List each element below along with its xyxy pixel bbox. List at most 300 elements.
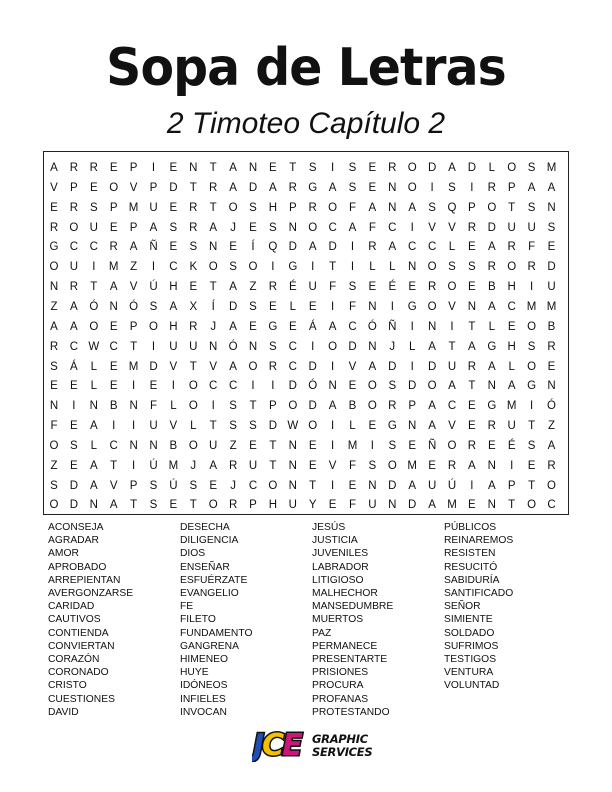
grid-letter: I [211, 400, 215, 413]
grid-letter: E [70, 420, 78, 433]
word-list-item: CONTIENDA [48, 627, 109, 639]
grid-letter: T [189, 181, 197, 194]
grid-letter: A [547, 439, 556, 452]
grid-letter: N [408, 261, 417, 274]
grid-letter: N [288, 459, 297, 472]
grid-letter: Z [249, 281, 257, 294]
grid-letter: O [49, 499, 59, 512]
grid-letter: X [189, 300, 198, 313]
grid-letter: É [388, 281, 397, 294]
grid-letter: I [510, 459, 514, 472]
grid-letter: W [287, 420, 299, 433]
grid-letter: D [427, 162, 437, 174]
grid-letter: S [527, 201, 536, 214]
grid-letter: R [69, 201, 79, 214]
grid-letter: A [169, 300, 178, 313]
grid-letter: L [289, 300, 296, 313]
grid-letter: E [50, 380, 58, 393]
grid-letter: S [249, 201, 257, 214]
grid-letter: T [110, 459, 118, 472]
grid-letter: P [507, 479, 516, 492]
grid-letter: J [210, 320, 217, 333]
grid-letter: R [388, 400, 397, 413]
grid-letter: O [507, 162, 517, 174]
word-list-item: SOLDADO [444, 627, 495, 639]
word-list-item: DIOS [180, 548, 206, 560]
word-list-item: SABIDURÍA [444, 574, 500, 586]
grid-letter: A [109, 499, 118, 512]
grid-letter: N [368, 340, 377, 353]
word-list-item: HIMENEO [180, 654, 229, 666]
grid-letter: O [427, 380, 437, 393]
grid-letter: A [269, 181, 277, 194]
grid-letter: E [109, 162, 118, 174]
grid-letter: A [487, 241, 496, 254]
grid-letter: N [427, 320, 437, 333]
grid-letter: I [330, 360, 335, 373]
grid-letter: F [368, 221, 376, 234]
grid-letter: E [89, 181, 98, 194]
grid-letter: O [268, 479, 278, 492]
grid-letter: I [131, 420, 136, 433]
grid-row [44, 337, 570, 357]
grid-row [44, 257, 570, 277]
grid-letter: T [508, 499, 516, 512]
grid-letter: C [427, 241, 437, 254]
grid-letter: U [89, 221, 98, 234]
grid-letter: A [229, 320, 237, 333]
grid-letter: R [49, 221, 59, 234]
grid-letter: S [229, 261, 237, 274]
grid-letter: U [368, 499, 377, 512]
page-subtitle: 2 Timoteo Capítulo 2 [166, 107, 446, 140]
grid-letter: A [229, 162, 237, 174]
grid-letter: L [508, 360, 515, 373]
word-list-item: MUERTOS [312, 614, 364, 626]
word-list-item: GANGRENA [180, 640, 239, 652]
grid-letter: R [487, 261, 496, 274]
grid-letter: O [188, 380, 198, 393]
grid-letter: L [170, 400, 177, 413]
grid-letter: O [487, 201, 497, 214]
grid-letter: E [328, 499, 337, 512]
grid-letter: C [89, 241, 98, 254]
grid-letter: S [249, 300, 257, 313]
grid-letter: Í [211, 300, 215, 313]
grid-letter: L [389, 261, 396, 274]
grid-letter: Ú [149, 459, 158, 472]
grid-letter: N [487, 459, 496, 472]
word-list-item: VENTURA [444, 667, 494, 679]
grid-letter: M [108, 261, 119, 274]
grid-letter: E [547, 241, 556, 254]
grid-letter: R [228, 459, 238, 472]
grid-letter: V [448, 420, 456, 433]
grid-letter: C [447, 400, 457, 413]
grid-letter: N [288, 221, 297, 234]
grid-letter: S [428, 201, 436, 214]
grid-letter: C [328, 221, 337, 234]
grid-letter: S [527, 340, 536, 353]
grid-letter: F [149, 400, 158, 413]
grid-letter: Ó [367, 320, 377, 333]
grid-letter: F [528, 241, 536, 254]
grid-letter: U [149, 420, 158, 433]
grid-letter: S [169, 221, 178, 234]
grid-letter: U [308, 281, 317, 294]
logo-mark-letter: E [282, 728, 301, 762]
grid-letter: Ó [89, 300, 99, 313]
grid-letter: I [470, 479, 474, 492]
grid-letter: M [168, 459, 179, 472]
grid-letter: M [526, 300, 537, 313]
grid-letter: A [50, 162, 58, 174]
grid-letter: N [189, 162, 198, 174]
grid-letter: A [50, 320, 58, 333]
grid-letter: T [209, 201, 217, 214]
grid-letter: T [189, 499, 197, 512]
grid-letter: D [348, 340, 357, 353]
grid-letter: T [269, 439, 277, 452]
grid-letter: O [407, 162, 417, 174]
grid-letter: V [448, 221, 456, 234]
word-list-item: FE [180, 601, 194, 613]
grid-letter: G [487, 400, 497, 413]
grid-letter: E [408, 281, 417, 294]
grid-letter: U [149, 201, 158, 214]
word-list [0, 521, 612, 731]
word-list-item: RESUCITÓ [444, 561, 498, 573]
grid-letter: A [487, 479, 496, 492]
grid-letter: O [248, 261, 258, 274]
grid-letter: A [388, 241, 397, 254]
grid-letter: U [69, 261, 79, 274]
grid-letter: N [89, 499, 98, 512]
grid-letter: É [507, 439, 516, 452]
grid-letter: P [149, 181, 158, 194]
grid-letter: A [448, 162, 456, 174]
grid-letter: F [329, 281, 337, 294]
grid-letter: Ú [447, 479, 457, 492]
grid-letter: E [368, 181, 377, 194]
grid-letter: E [428, 459, 436, 472]
grid-letter: N [408, 420, 417, 433]
grid-row [44, 218, 570, 238]
grid-letter: A [507, 380, 516, 393]
grid-letter: C [248, 479, 258, 492]
grid-letter: F [348, 499, 357, 512]
grid-letter: T [130, 499, 138, 512]
grid-letter: P [288, 201, 297, 214]
grid-letter: E [468, 241, 476, 254]
word-list-item: MALHECHOR [312, 588, 378, 600]
grid-row [44, 376, 570, 396]
grid-letter: R [447, 459, 457, 472]
grid-letter: O [547, 479, 556, 492]
grid-letter: P [408, 400, 417, 413]
grid-letter: N [547, 201, 556, 214]
grid-letter: E [408, 439, 417, 452]
grid-letter: O [308, 221, 318, 234]
grid-letter: C [69, 241, 79, 254]
word-list-item: PÚBLICOS [444, 522, 497, 533]
grid-letter: A [149, 221, 158, 234]
grid-letter: N [109, 300, 118, 313]
grid-letter: I [330, 300, 335, 313]
grid-letter: S [348, 281, 357, 294]
grid-letter: U [547, 281, 556, 294]
grid-letter: I [370, 439, 374, 452]
grid-letter: I [330, 479, 335, 492]
grid-letter: O [367, 400, 377, 413]
grid-letter: R [547, 340, 556, 353]
grid-letter: U [447, 360, 457, 373]
grid-letter: T [130, 340, 138, 353]
grid-row [44, 495, 570, 515]
grid-letter: N [129, 439, 138, 452]
grid-letter: I [151, 340, 156, 353]
grid-letter: Z [547, 420, 556, 433]
jce-logo [252, 724, 373, 766]
grid-letter: E [547, 360, 556, 373]
grid-letter: I [92, 261, 96, 274]
grid-letter: P [129, 479, 138, 492]
grid-letter: L [488, 162, 495, 174]
grid-letter: E [109, 320, 118, 333]
grid-letter: A [487, 360, 496, 373]
grid-letter: N [288, 439, 297, 452]
word-list-item: ESFUÉRZATE [180, 574, 248, 586]
grid-letter: E [149, 380, 158, 393]
grid-letter: M [128, 360, 139, 373]
grid-letter: É [288, 281, 297, 294]
grid-letter: L [90, 380, 97, 393]
grid-letter: A [428, 400, 436, 413]
grid-letter: M [447, 499, 457, 512]
grid-letter: M [407, 459, 417, 472]
grid-letter: S [308, 162, 317, 174]
grid-letter: E [348, 479, 357, 492]
word-list-item: AMOR [48, 548, 79, 560]
grid-letter: J [230, 221, 236, 234]
grid-letter: B [169, 439, 178, 452]
grid-letter: I [410, 221, 414, 234]
grid-letter: C [348, 320, 357, 333]
grid-row [44, 198, 570, 218]
grid-letter: A [408, 201, 417, 214]
grid-letter: D [169, 181, 178, 194]
grid-letter: I [470, 181, 474, 194]
grid-letter: V [328, 459, 337, 472]
word-list-item: SUFRIMOS [444, 640, 499, 652]
grid-letter: D [487, 221, 496, 234]
grid-letter: K [189, 261, 198, 274]
grid-row [44, 476, 570, 496]
word-list-item: PROCURA [312, 680, 364, 692]
grid-letter: A [348, 221, 357, 234]
grid-letter: B [487, 281, 496, 294]
word-list-item: FUNDAMENTO [180, 627, 253, 639]
word-list-item: INFIELES [180, 693, 226, 705]
grid-letter: S [388, 439, 397, 452]
grid-letter: N [129, 400, 138, 413]
grid-letter: C [288, 360, 297, 373]
word-list-item: REINAREMOS [444, 535, 514, 547]
grid-letter: O [308, 420, 318, 433]
grid-letter: Á [308, 320, 317, 333]
logo-mark-letter: J [253, 728, 263, 762]
grid-letter: O [228, 201, 238, 214]
word-list-item: SEÑOR [444, 601, 481, 613]
grid-letter: E [249, 221, 257, 234]
grid-letter: I [350, 241, 355, 254]
grid-letter: R [109, 241, 118, 254]
grid-row [44, 158, 570, 178]
grid-letter: I [151, 261, 156, 274]
grid-letter: E [109, 380, 118, 393]
grid-letter: O [328, 201, 338, 214]
grid-letter: Z [130, 261, 138, 274]
grid-letter: T [448, 340, 456, 353]
grid-letter: A [70, 300, 78, 313]
grid-letter: P [507, 181, 516, 194]
grid-letter: A [428, 340, 436, 353]
grid-letter: T [528, 420, 536, 433]
grid-letter: O [367, 380, 377, 393]
word-column [48, 521, 178, 719]
grid-letter: R [427, 281, 437, 294]
grid-letter: A [448, 380, 456, 393]
grid-letter: L [190, 420, 197, 433]
grid-letter: T [90, 281, 98, 294]
grid-letter: R [189, 221, 198, 234]
grid-letter: E [368, 420, 377, 433]
grid-letter: N [49, 281, 59, 294]
logo-text-line1: GRAPHIC [312, 732, 368, 746]
grid-letter: U [248, 459, 258, 472]
grid-letter: V [109, 479, 118, 492]
grid-letter: U [189, 340, 198, 353]
grid-letter: R [507, 241, 516, 254]
grid-letter: S [189, 479, 198, 492]
grid-letter: P [109, 201, 118, 214]
grid-letter: N [248, 340, 258, 353]
grid-letter: R [308, 201, 317, 214]
grid-letter: D [547, 261, 556, 274]
grid-letter: R [49, 340, 59, 353]
grid-row [44, 456, 570, 476]
grid-letter: V [169, 360, 178, 373]
grid-letter: C [109, 439, 118, 452]
grid-letter: A [328, 400, 337, 413]
grid-letter: I [311, 340, 315, 353]
grid-letter: N [368, 300, 377, 313]
grid-letter: O [248, 360, 258, 373]
word-list-item: PROFANAS [312, 693, 369, 705]
grid-letter: N [49, 400, 59, 413]
grid-letter: I [112, 420, 116, 433]
grid-letter: A [89, 479, 98, 492]
word-list-item: LITIGIOSO [312, 574, 364, 586]
grid-letter: Ñ [149, 241, 158, 254]
grid-letter: N [328, 380, 337, 393]
grid-letter: O [109, 181, 119, 194]
grid-letter: I [330, 439, 335, 452]
grid-letter: N [487, 380, 496, 393]
word-list-item: MANSEDUMBRE [312, 601, 394, 613]
grid-letter: F [348, 201, 357, 214]
grid-letter: E [169, 201, 178, 214]
grid-letter: O [89, 320, 99, 333]
grid-letter: C [507, 300, 516, 313]
grid-letter: S [368, 459, 377, 472]
grid-letter: C [288, 340, 297, 353]
grid-letter: O [427, 300, 437, 313]
grid-letter: E [308, 439, 317, 452]
grid-row [44, 277, 570, 297]
grid-letter: N [149, 439, 158, 452]
grid-letter: G [387, 420, 397, 433]
grid-letter: S [149, 479, 158, 492]
grid-letter: A [209, 459, 218, 472]
grid-letter: N [388, 201, 397, 214]
grid-letter: V [129, 281, 138, 294]
grid-letter: E [468, 400, 476, 413]
grid-letter: O [387, 459, 397, 472]
grid-letter: H [507, 281, 516, 294]
word-list-item: PERMANECE [312, 640, 378, 652]
word-list-item: VOLUNTAD [444, 680, 500, 692]
grid-letter: E [249, 439, 257, 452]
grid-letter: R [209, 181, 218, 194]
grid-letter: O [149, 320, 158, 333]
grid-row [44, 416, 570, 436]
grid-letter: A [109, 281, 118, 294]
grid-letter: I [450, 320, 454, 333]
grid-letter: T [249, 400, 257, 413]
grid-letter: D [288, 241, 297, 254]
grid-letter: D [408, 380, 417, 393]
grid-letter: T [269, 459, 277, 472]
grid-letter: S [547, 221, 556, 234]
grid-letter: Ó [308, 380, 318, 393]
grid-letter: G [288, 261, 298, 274]
page-title: Sopa de Letras [106, 38, 506, 98]
grid-letter: O [447, 439, 457, 452]
grid-letter: O [427, 261, 437, 274]
grid-letter: V [50, 181, 58, 194]
grid-letter: M [128, 201, 139, 214]
grid-letter: S [388, 380, 397, 393]
grid-letter: S [348, 181, 357, 194]
grid-letter: N [487, 499, 496, 512]
grid-letter: Ú [149, 281, 158, 294]
grid-letter: I [171, 380, 175, 393]
word-list-item: SIMIENTE [444, 614, 493, 626]
grid-letter: I [529, 400, 534, 413]
grid-letter: E [288, 320, 297, 333]
grid-letter: C [209, 380, 218, 393]
grid-letter: I [251, 380, 255, 393]
grid-letter: C [69, 340, 79, 353]
grid-letter: O [527, 499, 537, 512]
grid-letter: A [487, 300, 496, 313]
grid-letter: G [268, 320, 278, 333]
grid-letter: V [169, 420, 178, 433]
grid-letter: A [308, 241, 317, 254]
grid-letter: V [209, 360, 218, 373]
grid-letter: F [348, 300, 357, 313]
